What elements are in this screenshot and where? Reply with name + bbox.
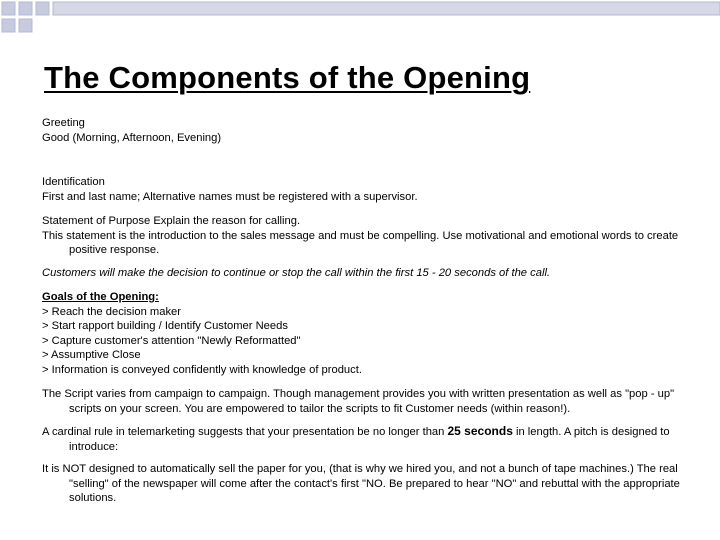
script-paragraph: The Script varies from campaign to campaign. Though management provides you with written presentation as well as "pop - up" scripts on your screen. You are empowered to tailor the scripts to fit Customer needs (within reason!). — [42, 388, 675, 415]
goal-item: > Information is conveyed confidently with knowledge of product. — [42, 363, 362, 376]
corner-square — [2, 19, 15, 32]
slide-body — [42, 116, 692, 506]
page-title: The Components of the Opening — [44, 60, 531, 95]
corner-square — [2, 2, 15, 15]
goal-item: > Reach the decision maker — [42, 305, 181, 318]
cardinal-emphasis: 25 seconds — [447, 424, 513, 438]
cardinal-text-after: in length. A pitch is designed to introduce: — [69, 426, 670, 453]
decorative-squares — [0, 0, 720, 40]
goal-item: > Start rapport building / Identify Customer Needs — [42, 320, 288, 332]
greeting-text: Good (Morning, Afternoon, Evening) — [42, 131, 222, 144]
identification-text: First and last name; Alternative names must be registered with a supervisor. — [42, 190, 418, 203]
corner-square — [19, 19, 32, 32]
greeting-heading: Greeting — [42, 117, 85, 129]
corner-square — [53, 2, 720, 15]
corner-square — [19, 2, 32, 15]
purpose-line-1: Statement of Purpose Explain the reason for calling. — [42, 215, 301, 227]
goal-item: > Assumptive Close — [42, 349, 141, 361]
goals-heading: Goals of the Opening: — [42, 291, 159, 303]
customers-note: Customers will make the decision to continue or stop the call within the first 15 - 20 seconds of the call. — [42, 266, 551, 279]
corner-square — [36, 2, 49, 15]
cardinal-rule-paragraph — [42, 424, 692, 454]
cardinal-text-before: A cardinal rule in telemarketing suggests that your presentation be no longer than — [42, 426, 448, 438]
purpose-line-2: This statement is the introduction to the sales message and must be compelling. Use motivational and emotional words to create positive response. — [42, 229, 679, 256]
final-paragraph: It is NOT designed to automatically sell the paper for you, (that is why we hired you, and not a bunch of tape machines.) The real "selling" of the newspaper will come after the contact's first "NO. Be prepared to hear "NO" and rebuttal with the appropriate solutions. — [42, 463, 680, 504]
identification-heading: Identification — [42, 176, 105, 188]
goal-item: > Capture customer's attention "Newly Reformatted" — [42, 334, 301, 347]
